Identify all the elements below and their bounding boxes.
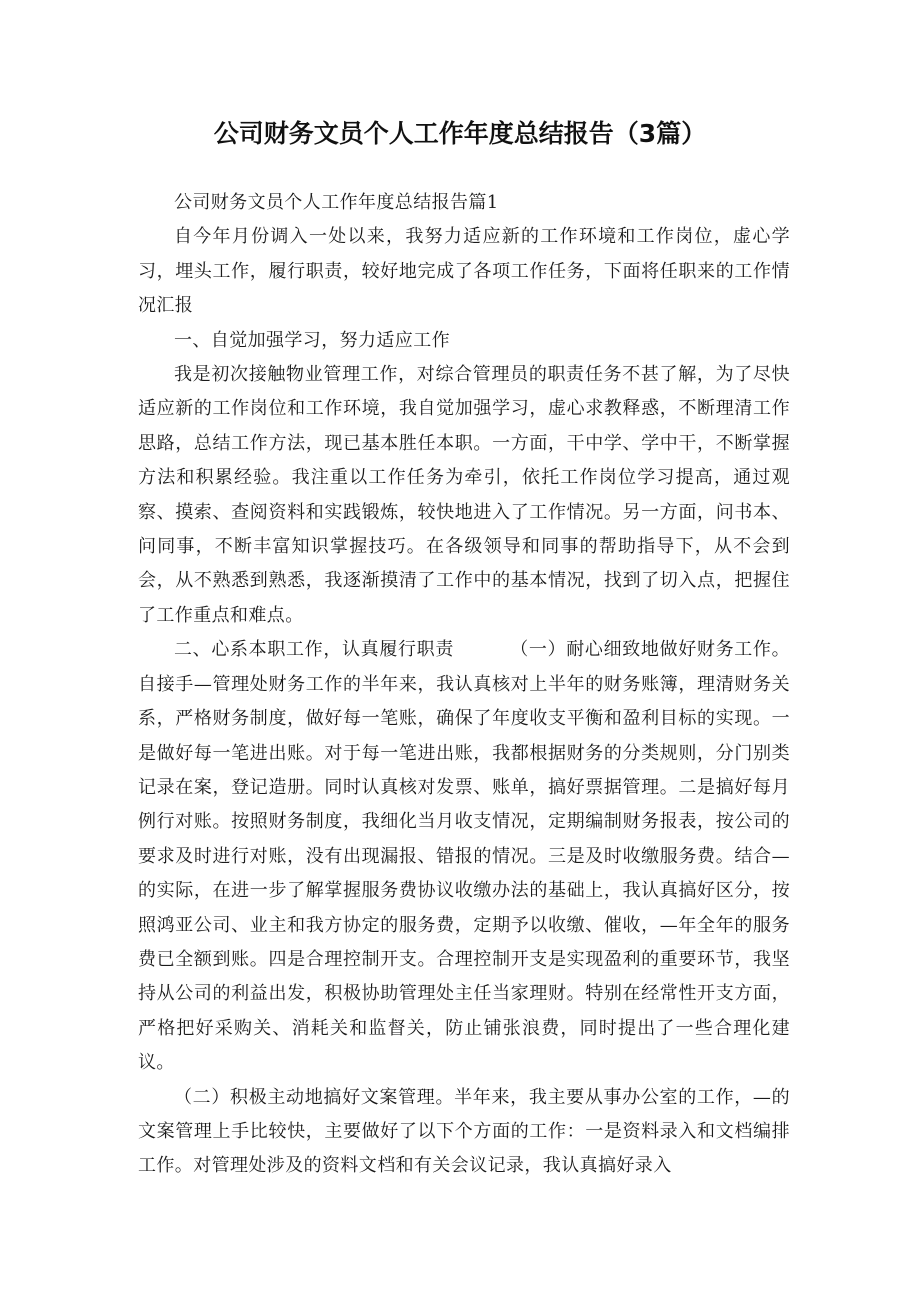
section-1-paragraph: 我是初次接触物业管理工作，对综合管理员的职责任务不甚了解，为了尽快适应新的工作岗位和工作环境，我自觉加强学习，虚心求教释惑，不断理清工作思路，总结工作方法，现已基本胜任本职。一方面，干中学、学中干，不断掌握方法和积累经验。我注重以工作任务为牵引，依托工作岗位学习提高，通过观察、摸索、查阅资料和实践锻炼，较快地进入了工作情况。另一方面，问书本、问同事，不断丰富知识掌握技巧。在各级领导和同事的帮助指导下，从不会到会，从不熟悉到熟悉，我逐渐摸清了工作中的基本情况，找到了切入点，把握住了工作重点和难点。 <box>138 364 790 626</box>
document-title: 公司财务文员个人工作年度总结报告（3篇） <box>213 119 707 148</box>
document-subtitle: 公司财务文员个人工作年度总结报告篇1 <box>174 192 499 213</box>
section-2-heading: 二、心系本职工作，认真履行职责 <box>174 639 454 661</box>
section-1-heading: 一、自觉加强学习，努力适应工作 <box>174 329 450 351</box>
section-3-paragraph: （二）积极主动地搞好文案管理。半年来，我主要从事办公室的工作，—的文案管理上手比较快，主要做好了以下个方面的工作：一是资料录入和文档编排工作。对管理处涉及的资料文档和有关会议记录，我认真搞好录入 <box>138 1086 790 1177</box>
section-2-paragraph <box>138 633 790 1080</box>
document-body <box>138 186 790 1184</box>
intro-paragraph: 自今年月份调入一处以来，我努力适应新的工作环境和工作岗位，虚心学习，埋头工作，履行职责，较好地完成了各项工作任务，下面将任职来的工作情况汇报 <box>138 226 790 317</box>
section-2-body: （一）耐心细致地做好财务工作。自接手—管理处财务工作的半年来，我认真核对上半年的财务账簿，理清财务关系，严格财务制度，做好每一笔账，确保了年度收支平衡和盈利目标的实现。一是做好每一笔进出账。对于每一笔进出账，我都根据财务的分类规则，分门别类记录在案，登记造册。同时认真核对发票、账单，搞好票据管理。二是搞好每月例行对账。按照财务制度，我细化当月收支情况，定期编制财务报表，按公司的要求及时进行对账，没有出现漏报、错报的情况。三是及时收缴服务费。结合—的实际，在进一步了解掌握服务费协议收缴办法的基础上，我认真搞好区分，按照鸿亚公司、业主和我方协定的服务费，定期予以收缴、催收，—年全年的服务费已全额到账。四是合理控制开支。合理控制开支是实现盈利的重要环节，我坚持从公司的利益出发，积极协助管理处主任当家理财。特别在经常性开支方面，严格把好采购关、消耗关和监督关，防止铺张浪费，同时提出了一些合理化建议。 <box>138 639 790 1074</box>
